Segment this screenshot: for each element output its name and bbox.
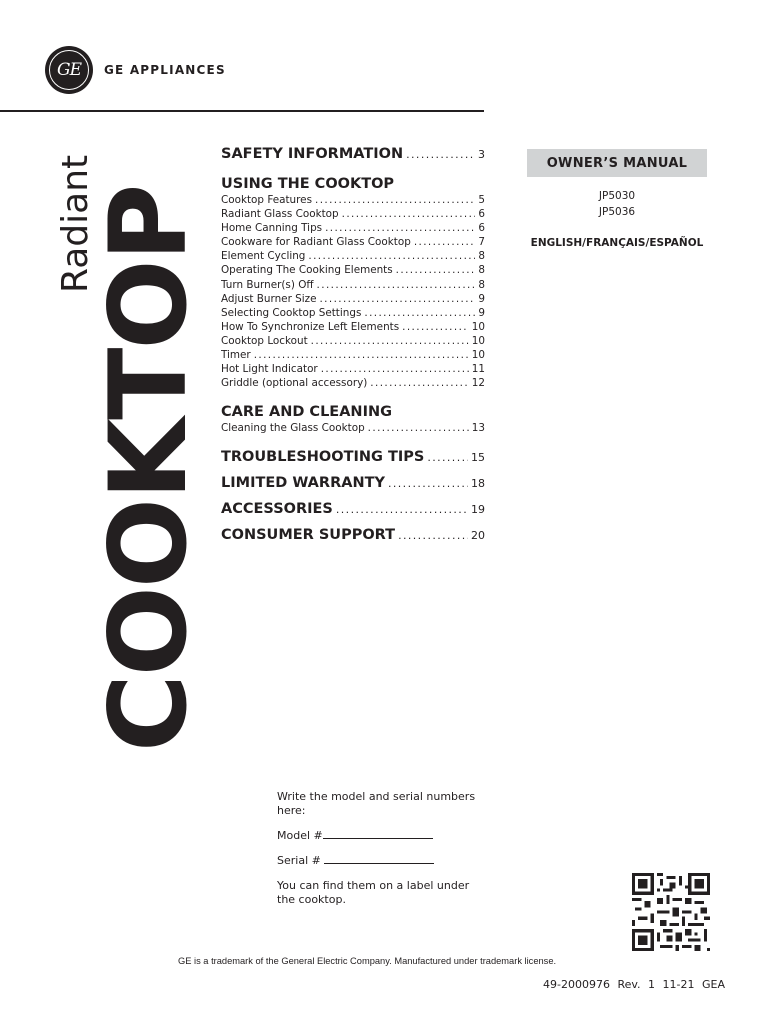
toc-warranty[interactable]: LIMITED WARRANTY ..... 18: [221, 475, 485, 491]
qr-code: [632, 873, 710, 951]
toc-item[interactable]: Operating The Cooking Elements ..... 8: [221, 263, 485, 277]
toc-support[interactable]: CONSUMER SUPPORT ..... 20: [221, 527, 485, 543]
doc-code: GEA: [702, 978, 725, 991]
trademark-notice: GE is a trademark of the General Electric Company. Manufactured under trademark license.: [178, 956, 557, 966]
toc-item[interactable]: Home Canning Tips ..... 6: [221, 221, 485, 235]
brand-name: GE APPLIANCES: [104, 63, 226, 77]
toc-item[interactable]: Selecting Cooktop Settings ..... 9: [221, 306, 485, 320]
toc-using-list: [221, 193, 485, 390]
toc-accessories[interactable]: ACCESSORIES ..... 19: [221, 501, 485, 517]
model-number: JP5030: [598, 190, 636, 202]
owners-manual-badge: OWNER’S MANUAL: [527, 149, 707, 177]
title-radiant: Radiant: [55, 154, 96, 293]
toc-care-list: [221, 421, 485, 435]
toc-item[interactable]: Radiant Glass Cooktop ..... 6: [221, 207, 485, 221]
model-number: JP5036: [598, 206, 636, 218]
toc-item[interactable]: Adjust Burner Size ..... 9: [221, 292, 485, 306]
document-code: [543, 978, 725, 991]
toc-item[interactable]: Cooktop Lockout ..... 10: [221, 334, 485, 348]
toc-item[interactable]: Griddle (optional accessory) ..... 12: [221, 376, 485, 390]
note-find: You can find them on a label under the cooktop.: [277, 879, 470, 906]
toc-item[interactable]: How To Synchronize Left Elements ..... 10: [221, 320, 485, 334]
toc-item[interactable]: Element Cycling ..... 8: [221, 249, 485, 263]
model-line: Model #: [277, 829, 477, 843]
toc-troubleshooting[interactable]: TROUBLESHOOTING TIPS ..... 15: [221, 449, 485, 465]
toc-item[interactable]: Timer ..... 10: [221, 348, 485, 362]
toc-safety[interactable]: SAFETY INFORMATION ..... 3: [221, 146, 485, 162]
toc-item[interactable]: Cooktop Features ..... 5: [221, 193, 485, 207]
toc-care-heading: CARE AND CLEANING: [221, 404, 392, 421]
serial-line: Serial #: [277, 854, 477, 868]
toc-item[interactable]: Hot Light Indicator ..... 11: [221, 362, 485, 376]
model-blank[interactable]: [323, 829, 433, 839]
serial-blank[interactable]: [324, 854, 434, 864]
doc-number: 49-2000976: [542, 978, 610, 991]
ge-logo: [45, 46, 93, 94]
toc-item[interactable]: Cleaning the Glass Cooktop ..... 13: [221, 421, 485, 435]
ge-monogram: GE: [49, 50, 89, 90]
toc-item[interactable]: Turn Burner(s) Off ..... 8: [221, 278, 485, 292]
toc-using-heading: USING THE COOKTOP: [221, 176, 395, 192]
table-of-contents: [221, 146, 485, 543]
toc-item[interactable]: Cookware for Radiant Glass Cooktop ..... 7: [221, 235, 485, 249]
note-intro: Write the model and serial numbers here:: [277, 790, 476, 817]
header-rule: [0, 110, 484, 112]
model-numbers: [527, 188, 707, 220]
doc-revision: Rev. 1: [617, 978, 656, 991]
doc-date: 11-21: [662, 978, 695, 991]
serial-note: [277, 790, 477, 918]
languages: ENGLISH/FRANÇAIS/ESPAÑOL: [530, 237, 704, 249]
title-cooktop: COOKTOP: [87, 185, 210, 752]
